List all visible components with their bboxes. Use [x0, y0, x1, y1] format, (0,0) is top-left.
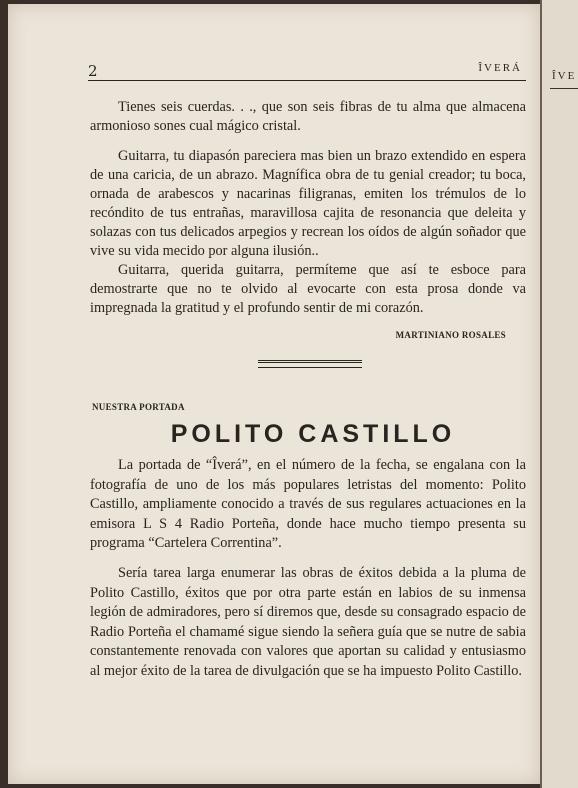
adjacent-page-edge	[540, 0, 578, 788]
article-title: POLITO CASTILLO	[170, 420, 456, 448]
prose-paragraph-1: Tienes seis cuerdas. . ., que son seis fibras de tu alma que almacena armonioso sones cual mágico cristal.	[90, 99, 526, 134]
guitar-prose	[90, 98, 526, 318]
prose-paragraph-3: Guitarra, querida guitarra, permíteme que así te esboce para demostrarte que no te olvido al evocarte con esta prosa donde va impregnada la gratitud y el profundo sentir de mi corazón.	[90, 262, 526, 316]
running-head: ÎVERÁ	[478, 62, 522, 74]
adjacent-running-head: ÎVE	[552, 70, 577, 82]
prose-paragraph-2: Guitarra, tu diapasón pareciera mas bien un brazo extendido en espera de una caricia, de un abrazo. Magnífica obra de tu genial creador; tu boca, ornada de arabescos y nacarinas filigranas, emiten los trémulos de lo recóndito de tus entrañas, maravillosa cajita de resonancia que deleita y solazas con tus delicados arpegios y recrean los oídos de algún soñador que vive su vida mecido por alguna ilusión..	[90, 148, 526, 259]
author-signature: MARTINIANO ROSALES	[395, 330, 506, 340]
article-paragraph-2: Sería tarea larga enumerar las obras de éxitos debida a la pluma de Polito Castillo, éxitos que por otra parte están en labios de su inmensa legión de admiradores, pero sí diremos que, desde su consagrado espacio de Radio Porteña el chamamé sigue siendo la señera guía que se nutre de sabia constantemente renovada con valores que aportan su calidad y entusiasmo al mejor éxito de la tarea de divulgación que se ha impuesto Polito Castillo.	[90, 564, 526, 679]
article-paragraph-1: La portada de “Îverá”, en el número de la fecha, se engalana con la fotografía de uno de los más populares letristas del momento: Polito Castillo, ampliamente conocido a través de sus regulares actuaciones en la emisora L S 4 Radio Porteña, donde hace mucho tiempo presenta su programa “Cartelera Correntina”.	[90, 457, 526, 552]
section-divider	[258, 360, 362, 368]
page-number: 2	[88, 62, 98, 80]
header-rule	[88, 80, 526, 81]
section-label: NUESTRA PORTADA	[92, 402, 185, 412]
adjacent-header-rule	[550, 88, 578, 89]
page-header	[88, 62, 526, 82]
article-body	[90, 456, 526, 682]
